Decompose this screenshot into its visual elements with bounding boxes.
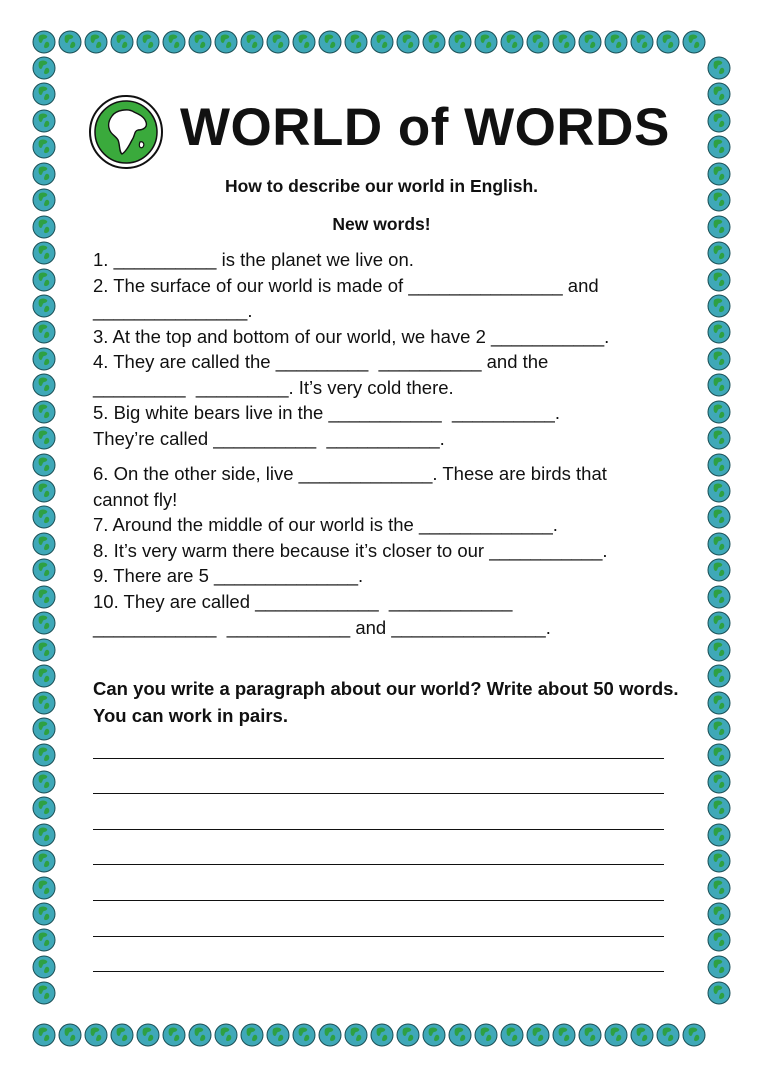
globe-icon <box>32 691 56 715</box>
globe-icon <box>32 479 56 503</box>
exercise-line: _________ _________. It’s very cold there. <box>93 377 454 398</box>
globe-icon <box>318 30 342 54</box>
globe-icon <box>32 30 56 54</box>
globe-icon <box>707 135 731 159</box>
globe-icon <box>136 30 160 54</box>
exercise-line: ____________ ____________ and _______________. <box>93 617 551 638</box>
globe-icon <box>84 1023 108 1047</box>
globe-icon <box>240 1023 264 1047</box>
globe-icon <box>707 638 731 662</box>
globe-icon <box>578 30 602 54</box>
globe-icon <box>396 30 420 54</box>
writing-line[interactable] <box>93 758 664 759</box>
globe-icon <box>32 505 56 529</box>
globe-icon <box>552 1023 576 1047</box>
exercise-line: 10. They are called ____________ ____________ <box>93 591 513 612</box>
exercise-line: 6. On the other side, live _____________. These are birds that <box>93 463 607 484</box>
writing-line[interactable] <box>93 900 664 901</box>
globe-icon <box>707 373 731 397</box>
globe-icon <box>707 558 731 582</box>
globe-icon <box>707 691 731 715</box>
section-heading: New words! <box>332 214 431 234</box>
exercise-line: cannot fly! <box>93 489 178 510</box>
exercise-line: 7. Around the middle of our world is the _____________. <box>93 514 558 535</box>
globe-icon <box>707 902 731 926</box>
exercise-line: _______________. <box>93 300 253 321</box>
globe-icon <box>110 30 134 54</box>
writing-line[interactable] <box>93 864 664 865</box>
globe-icon <box>162 1023 186 1047</box>
worksheet-header <box>88 94 688 178</box>
exercise-line: 8. It’s very warm there because it’s closer to our ___________. <box>93 540 608 561</box>
globe-icon <box>474 30 498 54</box>
subtitle: How to describe our world in English. <box>224 176 539 196</box>
globe-icon <box>707 56 731 80</box>
globe-icon <box>707 664 731 688</box>
globe-icon <box>630 1023 654 1047</box>
globe-icon <box>707 532 731 556</box>
globe-icon <box>578 1023 602 1047</box>
globe-icon <box>707 426 731 450</box>
globe-icon <box>32 743 56 767</box>
globe-icon <box>422 1023 446 1047</box>
globe-icon <box>552 30 576 54</box>
globe-icon <box>707 717 731 741</box>
border-left <box>32 56 56 1005</box>
globe-icon <box>656 30 680 54</box>
globe-icon <box>32 347 56 371</box>
globe-icon <box>292 1023 316 1047</box>
globe-icon <box>707 928 731 952</box>
globe-icon <box>396 1023 420 1047</box>
globe-icon <box>344 1023 368 1047</box>
globe-icon <box>707 796 731 820</box>
globe-icon <box>32 426 56 450</box>
globe-icon <box>84 30 108 54</box>
globe-icon <box>656 1023 680 1047</box>
globe-icon <box>318 1023 342 1047</box>
exercise-line: They’re called __________ ___________. <box>93 428 445 449</box>
globe-icon <box>707 876 731 900</box>
globe-icon <box>707 320 731 344</box>
globe-icon <box>214 30 238 54</box>
globe-icon <box>500 30 524 54</box>
globe-icon <box>32 823 56 847</box>
writing-line[interactable] <box>93 793 664 794</box>
globe-icon <box>88 94 164 170</box>
globe-icon <box>32 320 56 344</box>
globe-icon <box>110 1023 134 1047</box>
globe-icon <box>32 56 56 80</box>
exercise-line: 1. __________ is the planet we live on. <box>93 249 414 270</box>
globe-icon <box>32 268 56 292</box>
globe-icon <box>707 585 731 609</box>
globe-icon <box>32 717 56 741</box>
globe-icon <box>707 743 731 767</box>
globe-icon <box>707 505 731 529</box>
globe-icon <box>32 770 56 794</box>
globe-icon <box>32 876 56 900</box>
exercise-line: 5. Big white bears live in the ___________ __________. <box>93 402 560 423</box>
globe-icon <box>500 1023 524 1047</box>
globe-icon <box>32 558 56 582</box>
globe-icon <box>188 1023 212 1047</box>
globe-icon <box>707 241 731 265</box>
writing-prompt: Can you write a paragraph about our world? Write about 50 words. You can work in pairs. <box>93 678 679 726</box>
writing-line[interactable] <box>93 829 664 830</box>
globe-icon <box>32 902 56 926</box>
globe-icon <box>707 268 731 292</box>
globe-icon <box>707 770 731 794</box>
globe-icon <box>32 532 56 556</box>
border-top <box>32 30 706 54</box>
globe-icon <box>707 611 731 635</box>
globe-icon <box>707 347 731 371</box>
globe-icon <box>707 109 731 133</box>
globe-icon <box>32 981 56 1005</box>
globe-icon <box>526 30 550 54</box>
globe-icon <box>707 294 731 318</box>
globe-icon <box>32 955 56 979</box>
globe-icon <box>707 400 731 424</box>
globe-icon <box>32 849 56 873</box>
globe-icon <box>162 30 186 54</box>
page-title: WORLD of WORDS <box>180 98 670 157</box>
globe-icon <box>32 796 56 820</box>
globe-icon <box>604 1023 628 1047</box>
globe-icon <box>32 373 56 397</box>
globe-icon <box>58 1023 82 1047</box>
exercise-line: 2. The surface of our world is made of _______________ and <box>93 275 599 296</box>
globe-icon <box>682 30 706 54</box>
globe-icon <box>604 30 628 54</box>
globe-icon <box>32 109 56 133</box>
globe-icon <box>422 30 446 54</box>
globe-icon <box>370 1023 394 1047</box>
border-bottom <box>32 1023 706 1047</box>
globe-icon <box>32 294 56 318</box>
globe-icon <box>707 849 731 873</box>
globe-icon <box>32 453 56 477</box>
globe-icon <box>32 928 56 952</box>
globe-icon <box>707 955 731 979</box>
globe-icon <box>240 30 264 54</box>
globe-icon <box>32 585 56 609</box>
globe-icon <box>266 1023 290 1047</box>
globe-icon <box>474 1023 498 1047</box>
globe-icon <box>32 611 56 635</box>
globe-icon <box>448 30 472 54</box>
globe-icon <box>448 1023 472 1047</box>
globe-icon <box>344 30 368 54</box>
globe-icon <box>266 30 290 54</box>
globe-icon <box>136 1023 160 1047</box>
globe-icon <box>707 981 731 1005</box>
globe-icon <box>292 30 316 54</box>
globe-icon <box>214 1023 238 1047</box>
globe-icon <box>707 823 731 847</box>
exercise-line: 9. There are 5 ______________. <box>93 565 364 586</box>
writing-line[interactable] <box>93 971 664 972</box>
globe-icon <box>58 30 82 54</box>
border-right <box>707 56 731 1005</box>
writing-line[interactable] <box>93 936 664 937</box>
globe-icon <box>32 82 56 106</box>
globe-icon <box>32 664 56 688</box>
globe-icon <box>707 453 731 477</box>
globe-icon <box>32 638 56 662</box>
globe-icon <box>32 1023 56 1047</box>
globe-icon <box>32 400 56 424</box>
globe-icon <box>370 30 394 54</box>
globe-icon <box>630 30 654 54</box>
globe-icon <box>188 30 212 54</box>
globe-icon <box>707 479 731 503</box>
exercise-line: 3. At the top and bottom of our world, we have 2 ___________. <box>93 326 610 347</box>
globe-icon <box>526 1023 550 1047</box>
globe-icon <box>707 82 731 106</box>
exercise-line: 4. They are called the _________ __________ and the <box>93 351 549 372</box>
globe-icon <box>32 135 56 159</box>
globe-icon <box>682 1023 706 1047</box>
globe-icon <box>32 241 56 265</box>
